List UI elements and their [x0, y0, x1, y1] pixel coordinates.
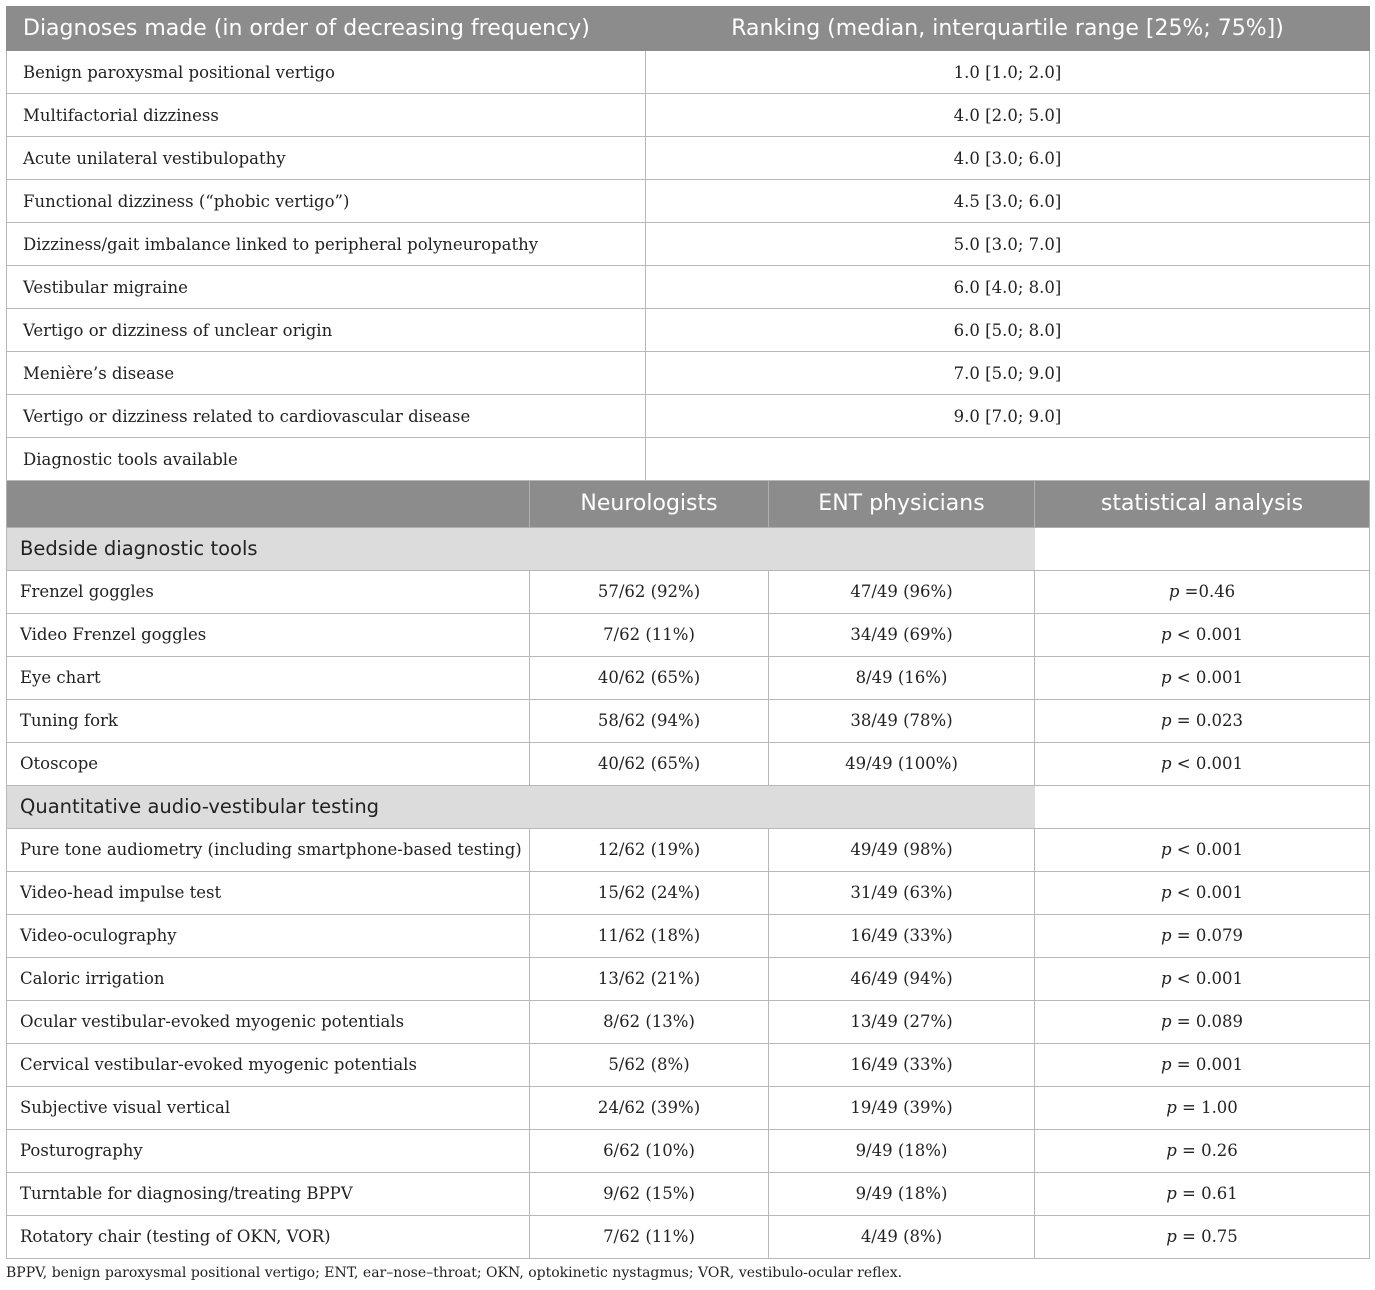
p-value: < 0.001 [1171, 969, 1244, 988]
p-letter: p [1166, 1098, 1177, 1117]
table-footnote: BPPV, benign paroxysmal positional vertigo; ENT, ear–nose–throat; OKN, optokinetic nystagmus; VOR, vestibulo-ocular reflex. [6, 1265, 903, 1281]
ranking-cell: 4.0 [2.0; 5.0] [646, 94, 1370, 137]
p-value-cell [1035, 1000, 1370, 1043]
p-value: < 0.001 [1171, 754, 1244, 773]
p-value-cell [1035, 1086, 1370, 1129]
neurologists-cell: 58/62 (94%) [530, 699, 769, 742]
p-value-cell [1035, 742, 1370, 785]
tool-name-cell: Video-head impulse test [7, 871, 530, 914]
tool-name-cell: Frenzel goggles [7, 570, 530, 613]
ent-header: ENT physicians [769, 481, 1035, 527]
table-row [7, 613, 1370, 656]
table-row [7, 1172, 1370, 1215]
statistics-header: statistical analysis [1035, 481, 1370, 527]
p-value-cell [1035, 656, 1370, 699]
ent-cell: 13/49 (27%) [769, 1000, 1035, 1043]
ranking-cell: 9.0 [7.0; 9.0] [646, 395, 1370, 438]
p-letter: p [1160, 754, 1172, 773]
table-row [7, 1086, 1370, 1129]
p-letter: p [1160, 711, 1172, 730]
ranking-cell: 5.0 [3.0; 7.0] [646, 223, 1370, 266]
tool-name-cell: Video Frenzel goggles [7, 613, 530, 656]
neurologists-cell: 15/62 (24%) [530, 871, 769, 914]
p-letter: p [1160, 883, 1172, 902]
table-row [7, 51, 1370, 94]
table-row [7, 395, 1370, 438]
tool-name-cell: Cervical vestibular-evoked myogenic potentials [7, 1043, 530, 1086]
p-value-cell [1035, 828, 1370, 871]
diagnosis-cell: Diagnostic tools available [7, 438, 646, 481]
tools-body [7, 527, 1370, 1258]
table-page [6, 6, 1369, 1259]
ent-cell: 9/49 (18%) [769, 1172, 1035, 1215]
p-letter: p [1160, 668, 1172, 687]
tool-name-cell: Ocular vestibular-evoked myogenic potentials [7, 1000, 530, 1043]
tools-header-row [7, 481, 1370, 527]
tool-name-cell: Pure tone audiometry (including smartphone-based testing) [7, 828, 530, 871]
p-letter: p [1166, 1227, 1177, 1246]
diagnoses-table [6, 6, 1370, 481]
ent-cell: 8/49 (16%) [769, 656, 1035, 699]
ranking-cell: 1.0 [1.0; 2.0] [646, 51, 1370, 94]
table-row [7, 914, 1370, 957]
neurologists-cell: 7/62 (11%) [530, 613, 769, 656]
ent-cell: 38/49 (78%) [769, 699, 1035, 742]
table-row [7, 656, 1370, 699]
tool-name-cell: Subjective visual vertical [7, 1086, 530, 1129]
tool-name-cell: Posturography [7, 1129, 530, 1172]
p-letter: p [1160, 1055, 1172, 1074]
ent-cell: 4/49 (8%) [769, 1215, 1035, 1258]
neurologists-cell: 5/62 (8%) [530, 1043, 769, 1086]
section-title: Bedside diagnostic tools [7, 527, 1035, 570]
p-letter: p [1160, 926, 1172, 945]
table-row [7, 1000, 1370, 1043]
diagnosis-cell: Benign paroxysmal positional vertigo [7, 51, 646, 94]
table-row [7, 137, 1370, 180]
table-row [7, 1215, 1370, 1258]
table-row [7, 309, 1370, 352]
p-value: = 0.089 [1171, 1012, 1244, 1031]
p-letter: p [1160, 969, 1172, 988]
tool-name-cell: Turntable for diagnosing/treating BPPV [7, 1172, 530, 1215]
ranking-cell: 6.0 [4.0; 8.0] [646, 266, 1370, 309]
ent-cell: 31/49 (63%) [769, 871, 1035, 914]
neurologists-cell: 40/62 (65%) [530, 742, 769, 785]
diagnosis-cell: Menière’s disease [7, 352, 646, 395]
neurologists-cell: 12/62 (19%) [530, 828, 769, 871]
p-letter: p [1166, 1141, 1177, 1160]
diagnosis-cell: Acute unilateral vestibulopathy [7, 137, 646, 180]
ent-cell: 49/49 (98%) [769, 828, 1035, 871]
p-value: = 0.079 [1171, 926, 1244, 945]
table-row [7, 871, 1370, 914]
neurologists-cell: 9/62 (15%) [530, 1172, 769, 1215]
diagnosis-cell: Multifactorial dizziness [7, 94, 646, 137]
p-value-cell [1035, 871, 1370, 914]
neurologists-cell: 13/62 (21%) [530, 957, 769, 1000]
neurologists-cell: 24/62 (39%) [530, 1086, 769, 1129]
ent-cell: 34/49 (69%) [769, 613, 1035, 656]
p-value: = 0.61 [1176, 1184, 1238, 1203]
table-row [7, 223, 1370, 266]
tool-name-cell: Eye chart [7, 656, 530, 699]
ranking-cell: 6.0 [5.0; 8.0] [646, 309, 1370, 352]
table-row [7, 266, 1370, 309]
p-value: = 0.26 [1176, 1141, 1238, 1160]
table-row [7, 1043, 1370, 1086]
p-value-cell [1035, 699, 1370, 742]
neurologists-cell: 6/62 (10%) [530, 1129, 769, 1172]
p-value-cell [1035, 570, 1370, 613]
p-letter: p [1160, 625, 1172, 644]
neurologists-cell: 8/62 (13%) [530, 1000, 769, 1043]
ent-cell: 16/49 (33%) [769, 1043, 1035, 1086]
p-value: < 0.001 [1171, 883, 1244, 902]
ent-cell: 47/49 (96%) [769, 570, 1035, 613]
section-row [7, 527, 1370, 570]
tool-name-cell: Video-oculography [7, 914, 530, 957]
p-letter: p [1168, 582, 1180, 601]
ent-cell: 19/49 (39%) [769, 1086, 1035, 1129]
p-value: = 0.023 [1171, 711, 1244, 730]
p-value-cell [1035, 1172, 1370, 1215]
p-value: = 0.001 [1171, 1055, 1244, 1074]
p-value: = 0.75 [1176, 1227, 1238, 1246]
neurologists-cell: 40/62 (65%) [530, 656, 769, 699]
ent-cell: 9/49 (18%) [769, 1129, 1035, 1172]
diagnosis-cell: Vertigo or dizziness related to cardiovascular disease [7, 395, 646, 438]
ranking-cell: 4.5 [3.0; 6.0] [646, 180, 1370, 223]
ranking-cell: 4.0 [3.0; 6.0] [646, 137, 1370, 180]
tools-table [6, 481, 1370, 1259]
table-row [7, 570, 1370, 613]
p-value-cell [1035, 1043, 1370, 1086]
diagnoses-header: Diagnoses made (in order of decreasing frequency) [7, 7, 646, 51]
section-blank [1035, 785, 1370, 828]
tool-name-cell: Rotatory chair (testing of OKN, VOR) [7, 1215, 530, 1258]
table-row [7, 352, 1370, 395]
ent-cell: 16/49 (33%) [769, 914, 1035, 957]
p-value-cell [1035, 914, 1370, 957]
section-row [7, 785, 1370, 828]
table-row [7, 94, 1370, 137]
tool-name-cell: Tuning fork [7, 699, 530, 742]
table-row [7, 828, 1370, 871]
tool-name-cell: Otoscope [7, 742, 530, 785]
p-value: =0.46 [1179, 582, 1236, 601]
neurologists-cell: 57/62 (92%) [530, 570, 769, 613]
ranking-cell [646, 438, 1370, 481]
diagnosis-cell: Dizziness/gait imbalance linked to peripheral polyneuropathy [7, 223, 646, 266]
table-row [7, 438, 1370, 481]
diagnoses-body [7, 51, 1370, 481]
p-letter: p [1160, 840, 1172, 859]
table-row [7, 1129, 1370, 1172]
p-letter: p [1160, 1012, 1172, 1031]
tool-name-cell: Caloric irrigation [7, 957, 530, 1000]
table-row [7, 180, 1370, 223]
diagnosis-cell: Vertigo or dizziness of unclear origin [7, 309, 646, 352]
ranking-cell: 7.0 [5.0; 9.0] [646, 352, 1370, 395]
neurologists-cell: 7/62 (11%) [530, 1215, 769, 1258]
ent-cell: 46/49 (94%) [769, 957, 1035, 1000]
p-value-cell [1035, 957, 1370, 1000]
p-value-cell [1035, 1215, 1370, 1258]
table-row [7, 699, 1370, 742]
diagnoses-header-row [7, 7, 1370, 51]
neurologists-header: Neurologists [530, 481, 769, 527]
diagnosis-cell: Functional dizziness (“phobic vertigo”) [7, 180, 646, 223]
p-value-cell [1035, 613, 1370, 656]
table-row [7, 742, 1370, 785]
p-value: < 0.001 [1171, 668, 1244, 687]
ranking-header: Ranking (median, interquartile range [25%; 75%]) [646, 7, 1370, 51]
section-blank [1035, 527, 1370, 570]
diagnosis-cell: Vestibular migraine [7, 266, 646, 309]
p-value: = 1.00 [1176, 1098, 1238, 1117]
p-value: < 0.001 [1171, 625, 1244, 644]
p-letter: p [1166, 1184, 1177, 1203]
table-row [7, 957, 1370, 1000]
ent-cell: 49/49 (100%) [769, 742, 1035, 785]
p-value: < 0.001 [1171, 840, 1244, 859]
section-title: Quantitative audio-vestibular testing [7, 785, 1035, 828]
tools-header-blank [7, 481, 530, 527]
p-value-cell [1035, 1129, 1370, 1172]
neurologists-cell: 11/62 (18%) [530, 914, 769, 957]
